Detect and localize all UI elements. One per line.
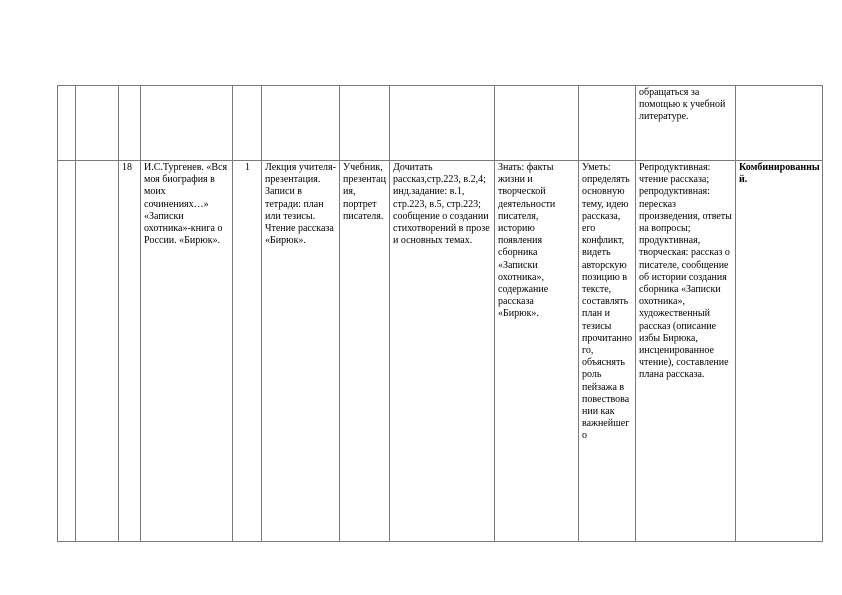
table-cell xyxy=(76,161,119,542)
lesson-form-cell: Лекция учителя-презентация. Записи в тетради: план или тезисы. Чтение рассказа «Бирюк». xyxy=(262,161,340,542)
table-cell xyxy=(141,86,233,161)
table-cell xyxy=(579,86,636,161)
homework-cell: Дочитать рассказ,стр.223, в.2,4; инд.задание: в.1, стр.223, в.5, стр.223; сообщение о создании стихотворений в прозе и основных темах. xyxy=(390,161,495,542)
knowledge-cell: Знать: факты жизни и творческой деятельности писателя, историю появления сборника «Записки охотника», содержание рассказа «Бирюк». xyxy=(495,161,579,542)
table-cell xyxy=(736,86,823,161)
table-row xyxy=(58,161,823,542)
table-cell xyxy=(58,161,76,542)
table-cell xyxy=(340,86,390,161)
lesson-type-cell: Комбинированный. xyxy=(736,161,823,542)
skills-cell: Уметь: определять основную тему, идею рассказа, его конфликт, видеть авторскую позицию в тексте, составлять план и тезисы прочитанного, объяснять роль пейзажа в повествовании как важнейшего xyxy=(579,161,636,542)
table-cell xyxy=(58,86,76,161)
lesson-number-cell: 18 xyxy=(119,161,141,542)
table-cell xyxy=(390,86,495,161)
table-cell xyxy=(119,86,141,161)
table-cell xyxy=(495,86,579,161)
hours-cell: 1 xyxy=(233,161,262,542)
lesson-topic-cell: И.С.Тургенев. «Вся моя биография в моих сочинениях…» «Записки охотника»-книга о России. «Бирюк». xyxy=(141,161,233,542)
table-cell xyxy=(233,86,262,161)
activities-cell: Репродуктивная: чтение рассказа; репродуктивная: пересказ произведения, ответы на вопросы; продуктивная, творческая: рассказ о писателе, сообщение об истории создания сборника «Записки охотника», художественный рассказ (описание избы Бирюка, инсценированное чтение), составление плана рассказа. xyxy=(636,161,736,542)
skills-continuation-cell: обращаться за помощью к учебной литературе. xyxy=(636,86,736,161)
table-row xyxy=(58,86,823,161)
materials-cell: Учебник, презентация, портрет писателя. xyxy=(340,161,390,542)
lesson-plan-table xyxy=(57,85,823,542)
table-cell xyxy=(76,86,119,161)
table-cell xyxy=(262,86,340,161)
